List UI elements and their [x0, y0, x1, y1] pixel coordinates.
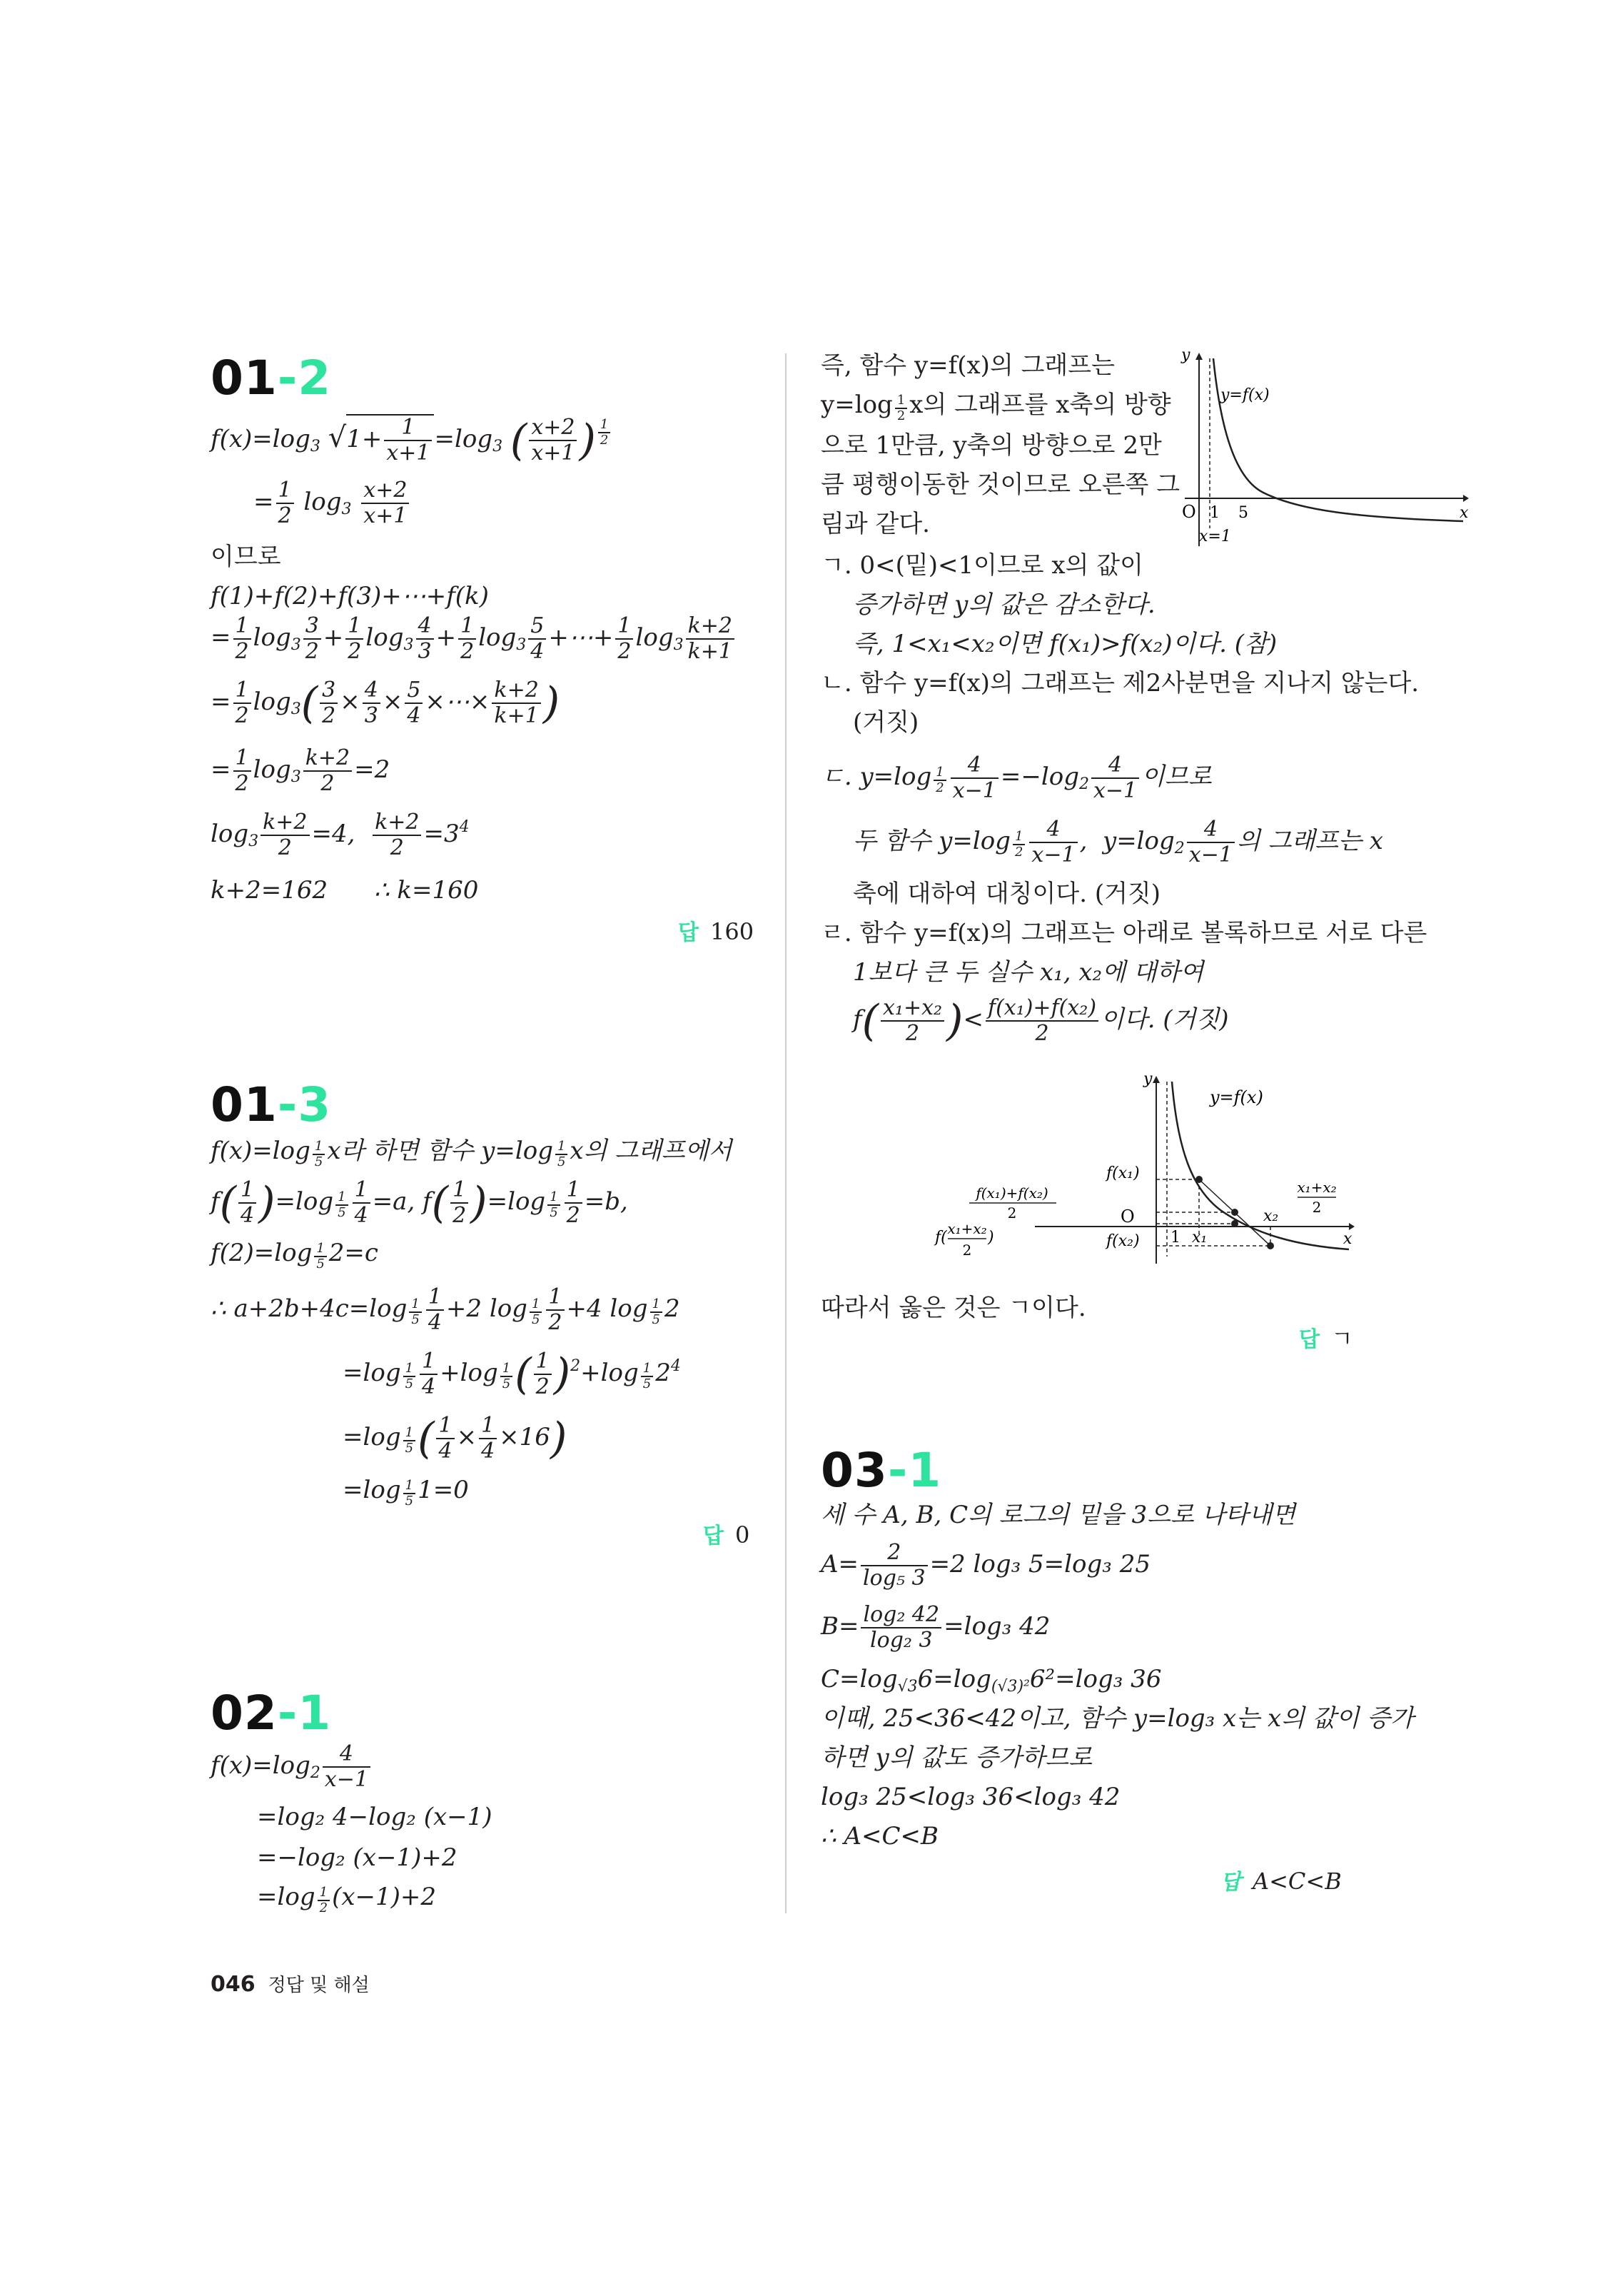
- r-d2: 두 함수 y=log $\frac{1}{2}$ $\frac{4}{x-1}$ , y=log2 $\frac{4}{x-1}$ 의 그래프는 x: [853, 817, 1383, 867]
- r-p4: 큼 평행이동한 것이므로 오른쪽 그: [821, 470, 1180, 499]
- s031-t1: 이때, 25<36<42이고, 함수 y=log₃ x는 x의 값이 증가: [821, 1704, 1414, 1733]
- section-heading-03-1: 03-1: [821, 1443, 942, 1498]
- svg-text:f(x₁)+f(x₂): f(x₁)+f(x₂): [976, 1184, 1048, 1202]
- graph-1: [1171, 350, 1470, 553]
- eq-02-1-line1: f(x)=log2 $\frac{4}{x-1}$: [211, 1742, 373, 1792]
- g1-asym-label: x=1: [1199, 528, 1231, 545]
- g1-tick-1: 1: [1210, 504, 1220, 522]
- g2-y-arrow: [1153, 1076, 1160, 1083]
- r-d3: 축에 대하여 대칭이다. (거짓): [853, 880, 1161, 908]
- svg-text:): ): [988, 1229, 994, 1247]
- r-n2: (거짓): [853, 708, 919, 737]
- section-heading-02-1: 02-1: [211, 1686, 332, 1741]
- g2-x-arrow: [1349, 1223, 1355, 1230]
- g1-y-label: y: [1181, 350, 1190, 364]
- answer-01-3: 답 0: [703, 1521, 750, 1549]
- g2-tick-1: 1: [1171, 1229, 1180, 1247]
- g1-y-arrow: [1195, 353, 1203, 360]
- eq-01-2-line2: = $\frac{1}{2}$ log3 $\frac{x+2}{x+1}$: [253, 478, 411, 528]
- svg-text:2: 2: [1312, 1199, 1322, 1216]
- eq-01-2-sum: f(1)+f(2)+f(3)+⋯+f(k): [211, 582, 489, 610]
- eq-01-2-line6: = $\frac{1}{2}$ log3 $\frac{k+2}{2}$ =2: [211, 745, 390, 796]
- r-g3: 즉, 1<x₁<x₂이면 f(x₁)>f(x₂)이다. (참): [853, 630, 1278, 658]
- g2-xmid-label: [1297, 1179, 1336, 1216]
- eq-01-2-line8: k+2=162 ∴ k=160: [211, 876, 479, 905]
- g1-x-label: x: [1460, 504, 1469, 522]
- eq-01-3-line3: f(2)=log $\frac{1}{5}$ 2=c: [211, 1239, 378, 1272]
- g2-curve-label: y=f(x): [1210, 1087, 1263, 1107]
- r-g2: 증가하면 y의 값은 감소한다.: [853, 590, 1156, 619]
- svg-text:2: 2: [1007, 1204, 1017, 1222]
- page-footer: [211, 1970, 370, 1997]
- eq-01-2-line5: = $\frac{1}{2}$ log3( $\frac{3}{2}$ × $\frac{4}{3}$ × $\frac{5}{4}$ ×⋯× $\frac{k+2}{k+1}$ ): [211, 678, 560, 728]
- s031-c: C=log√36=log(√3)²6²=log₃ 36: [821, 1665, 1162, 1696]
- section-heading-01-2: 01-2: [211, 351, 332, 406]
- svg-text:x₁+x₂: x₁+x₂: [1297, 1179, 1337, 1196]
- answer-01-2: 답 160: [678, 918, 754, 945]
- g2-x1-label: x₁: [1192, 1229, 1208, 1247]
- footer-label: 정답 및 해설: [268, 1975, 370, 1996]
- r-r3: f( $\frac{\text{x₁+x₂}}{2}$ )< $\frac{\text{f(x₁)+f(x₂)}}{2}$ 이다. (거짓): [853, 995, 1229, 1046]
- g2-origin: O: [1121, 1207, 1135, 1227]
- r-n1: ㄴ. 함수 y=f(x)의 그래프는 제2사분면을 지나지 않는다.: [821, 669, 1420, 698]
- eq-01-2-line1: f(x)=log3 √1+ $\frac{1}{x+1}$ =log3 ( $\frac{x+2}{x+1}$ ) $^{\frac{1}{2}}$: [211, 414, 612, 465]
- g2-x2-label: x₂: [1263, 1207, 1279, 1225]
- page-number: 046: [211, 1972, 256, 1997]
- g1-x-arrow: [1463, 495, 1469, 502]
- r-p2: y=log $\frac{1}{2}$ x의 그래프를 x축의 방향: [821, 391, 1171, 423]
- r-p1: 즉, 함수 y=f(x)의 그래프는: [821, 351, 1115, 380]
- s031-a: A= $\frac{2}{\text{log₅ 3}}$ =2 log₃ 5=log₃ 25: [821, 1540, 1151, 1591]
- eq-01-3-line4: ∴ a+2b+4c=log $\frac{1}{5}$ $\frac{1}{4}$ +2 log $\frac{1}{5}$ $\frac{1}{2}$ +4 log $\frac{1}{5}$ 2: [211, 1284, 680, 1335]
- r-r2: 1보다 큰 두 실수 x₁, x₂에 대하여: [853, 958, 1204, 987]
- r-g1: ㄱ. 0<(밑)<1이므로 x의 값이: [821, 551, 1143, 580]
- g2-fx1-label: f(x₁): [1106, 1164, 1140, 1182]
- eq-01-3-line5: =log $\frac{1}{5}$ $\frac{1}{4}$ +log $\frac{1}{5}$ ( $\frac{1}{2}$ )$^2$+log $\frac{1}{5}$ $2^4$: [343, 1349, 681, 1399]
- eq-01-3-line6: =log $\frac{1}{5}$ ( $\frac{1}{4}$ × $\frac{1}{4}$ ×16): [343, 1413, 567, 1464]
- r-p5: 림과 같다.: [821, 510, 930, 538]
- svg-text:x₁+x₂: x₁+x₂: [947, 1220, 987, 1237]
- g1-curve: [1213, 358, 1463, 521]
- g2-x-label: x: [1343, 1230, 1352, 1248]
- svg-text:f(: f(: [935, 1229, 947, 1247]
- answer-03-1: 답 A<C<B: [1220, 1868, 1342, 1895]
- r-d1: ㄷ. y=log $\frac{1}{2}$ $\frac{4}{x-1}$ =−log2 $\frac{4}{x-1}$ 이므로: [821, 752, 1212, 803]
- s031-t3: log₃ 25<log₃ 36<log₃ 42: [821, 1783, 1121, 1811]
- g2-fmid-label: [934, 1220, 994, 1259]
- eq-01-2-line7: log3 $\frac{k+2}{2}$ =4, $\frac{k+2}{2}$ $=3^4$: [211, 810, 470, 860]
- g2-avg-label: [969, 1184, 1056, 1222]
- s031-t4: ∴ A<C<B: [821, 1822, 939, 1851]
- eq-02-1-line3: =−log₂ (x−1)+2: [257, 1843, 457, 1872]
- column-divider: [785, 353, 787, 1913]
- r-r1: ㄹ. 함수 y=f(x)의 그래프는 아래로 볼록하므로 서로 다른: [821, 919, 1427, 947]
- g1-curve-label: y=f(x): [1220, 386, 1270, 404]
- eq-02-1-line4: =log $\frac{1}{2}$ (x−1)+2: [257, 1883, 437, 1915]
- s031-b: B= $\frac{\text{log₂ 42}}{\text{log₂ 3}}$ =log₃ 42: [821, 1602, 1051, 1653]
- svg-text:2: 2: [962, 1242, 972, 1259]
- g2-fx2-label: f(x₂): [1106, 1232, 1140, 1250]
- g2-y-label: y: [1143, 1071, 1153, 1088]
- section-heading-01-3: 01-3: [211, 1077, 332, 1132]
- graph-2: [906, 1071, 1363, 1267]
- r-conclusion: 따라서 옳은 것은 ㄱ이다.: [821, 1294, 1086, 1322]
- eq-02-1-line2: =log₂ 4−log₂ (x−1): [257, 1803, 492, 1831]
- eq-01-3-line2: f( $\frac{1}{4}$ )=log $\frac{1}{5}$ $\frac{1}{4}$ =a, f( $\frac{1}{2}$ )=log $\frac{1}{5}$ $\frac{1}{2}$ =b,: [211, 1177, 628, 1228]
- s031-t2: 하면 y의 값도 증가하므로: [821, 1743, 1093, 1772]
- text-imuro: 이므로: [211, 543, 281, 571]
- eq-01-3-line7: =log $\frac{1}{5}$ 1=0: [343, 1476, 469, 1509]
- eq-01-2-line4: = $\frac{1}{2}$ log3 $\frac{3}{2}$ + $\frac{1}{2}$ log3 $\frac{4}{3}$ + $\frac{1}{2}$ log3 $\frac{5}{4}$ +⋯+ $\frac{1}{2}$ log3 $\frac{k+2}{k+1}$: [211, 614, 737, 664]
- g1-tick-5: 5: [1238, 504, 1248, 522]
- answer-right: 답 ㄱ: [1299, 1325, 1353, 1352]
- r-p3: 으로 1만큼, y축의 방향으로 2만: [821, 431, 1162, 460]
- eq-01-3-line1: f(x)=log $\frac{1}{5}$ x라 하면 함수 y=log $\frac{1}{5}$ x의 그래프에서: [211, 1137, 732, 1169]
- s031-intro: 세 수 A, B, C의 로그의 밑을 3으로 나타내면: [821, 1501, 1296, 1529]
- g1-origin: O: [1182, 502, 1196, 522]
